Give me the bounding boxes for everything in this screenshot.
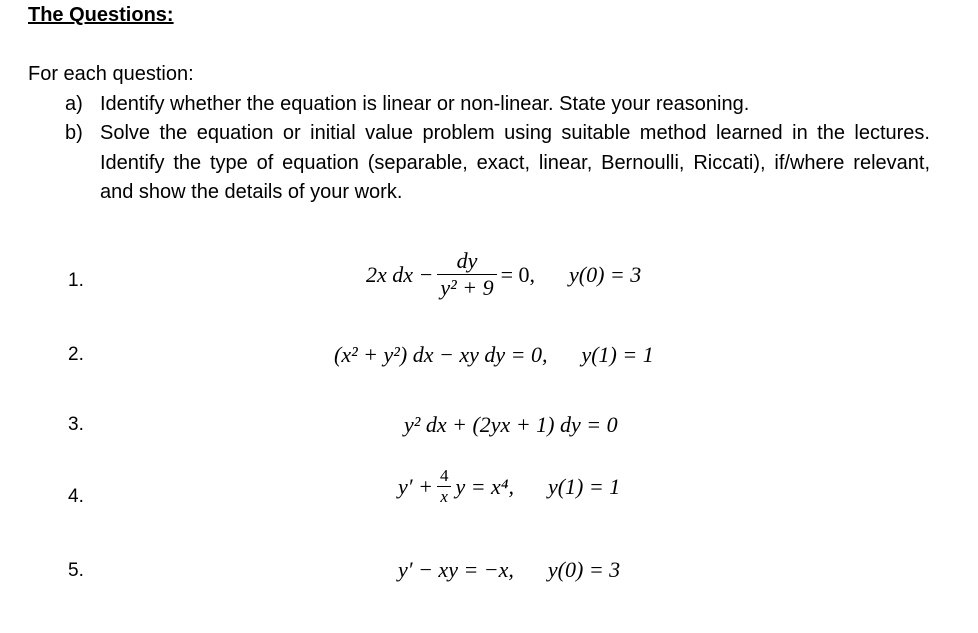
instruction-label: b) xyxy=(65,122,83,144)
fraction-denominator: y² + 9 xyxy=(437,274,496,301)
equation-lhs: y′ + xyxy=(398,473,433,499)
equation-2 xyxy=(334,342,654,368)
instruction-text: Solve the equation or initial value problem using suitable method learned in the lectures. Identify the type of equation (separable, exact, linear, Bernoulli, Riccati), if/where relevant, and show the details of your work. xyxy=(100,122,930,203)
question-number: 1. xyxy=(68,270,84,291)
question-number: 4. xyxy=(68,486,84,507)
initial-condition: y(0) = 3 xyxy=(569,261,642,287)
fraction-numerator: 4 xyxy=(439,466,449,485)
instruction-text: Identify whether the equation is linear or non-linear. State your reasoning. xyxy=(100,93,750,115)
fraction-numerator: dy xyxy=(456,248,478,273)
equation-1 xyxy=(366,248,641,301)
fraction-denominator: x xyxy=(437,486,451,507)
instruction-label: a) xyxy=(65,93,83,115)
fraction xyxy=(437,248,496,301)
question-number: 5. xyxy=(68,560,84,581)
initial-condition: y(1) = 1 xyxy=(581,342,654,367)
equation-4 xyxy=(398,466,620,507)
question-number: 3. xyxy=(68,414,84,435)
equation-rhs: y = x⁴, xyxy=(455,473,514,499)
intro-text: For each question: xyxy=(28,63,194,85)
fraction xyxy=(437,466,452,507)
question-number: 2. xyxy=(68,344,84,365)
equation-5 xyxy=(398,557,620,583)
equation-body: y′ − xy = −x, xyxy=(398,557,514,582)
initial-condition: y(1) = 1 xyxy=(547,473,621,499)
section-title: The Questions: xyxy=(28,4,174,26)
equation-rhs: = 0, xyxy=(500,261,536,287)
initial-condition: y(0) = 3 xyxy=(547,557,621,582)
equation-3 xyxy=(404,412,618,438)
equation-body: (x² + y²) dx − xy dy = 0, xyxy=(334,342,548,367)
equation-body: y² dx + (2yx + 1) dy = 0 xyxy=(404,412,618,437)
equation-lhs: 2x dx − xyxy=(366,261,434,287)
